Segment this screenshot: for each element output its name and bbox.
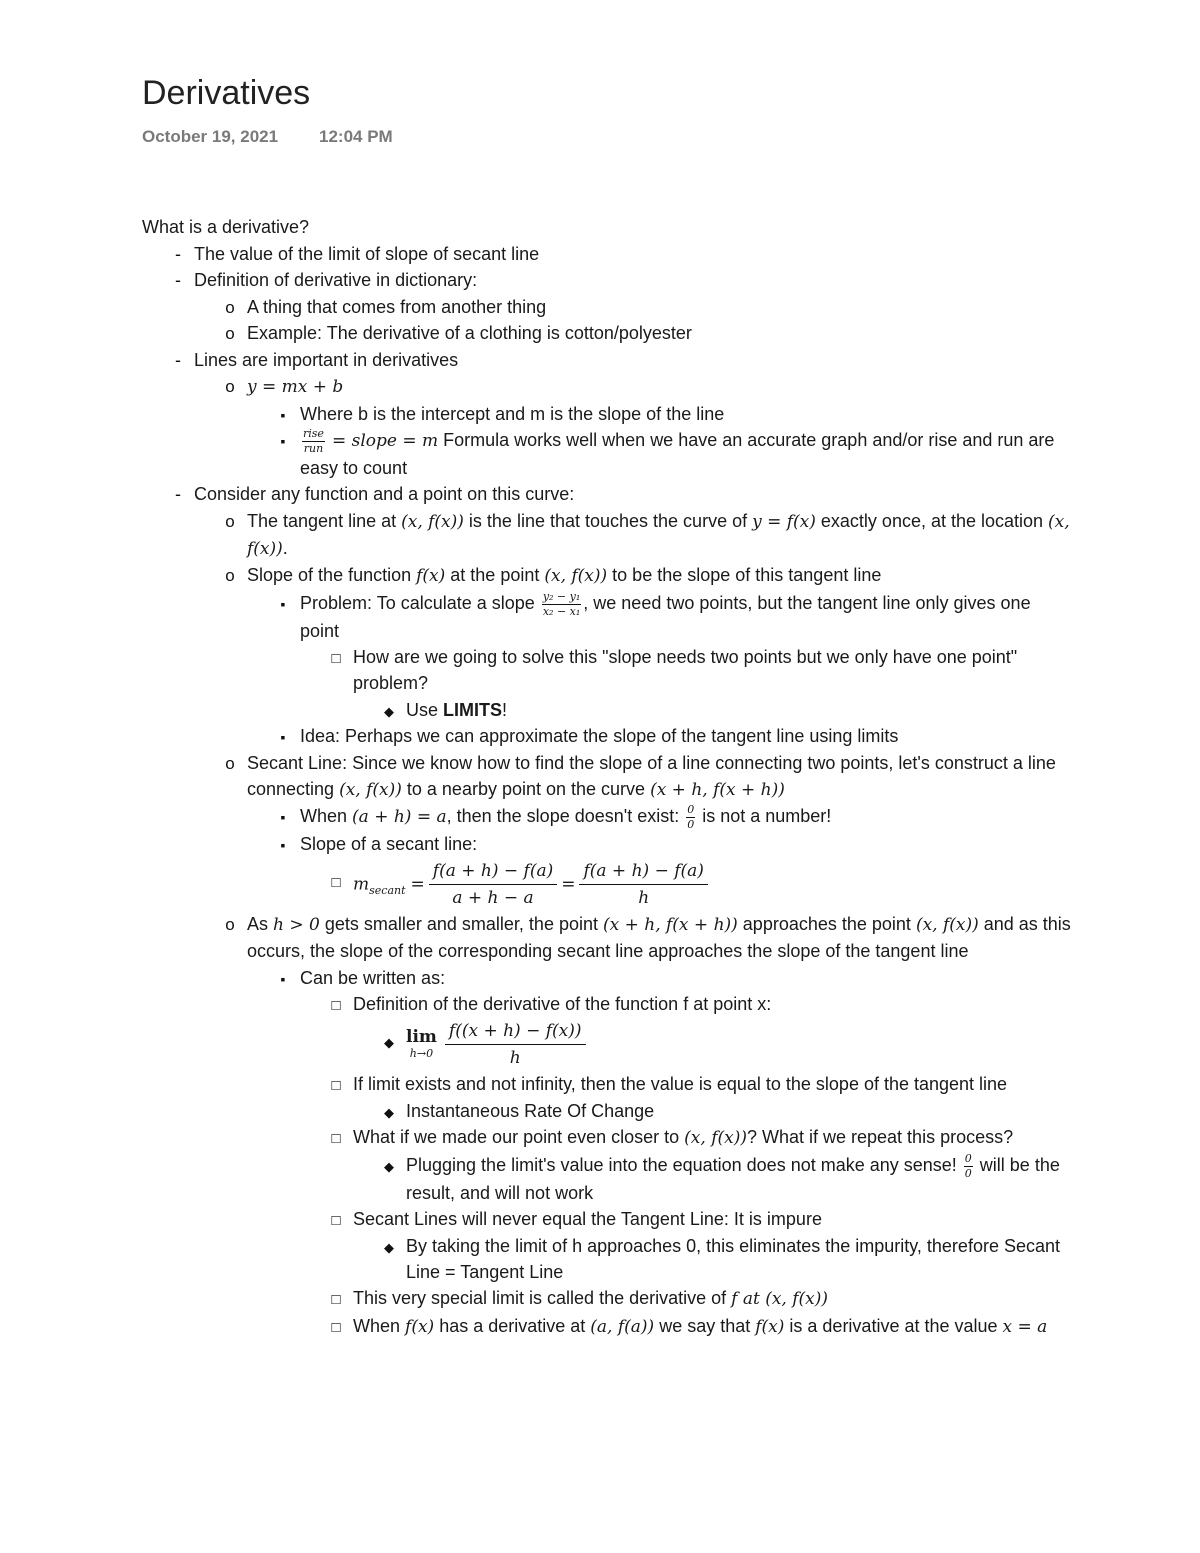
fraction-numerator: f(a + h) − f(a) (429, 858, 557, 885)
note-line (142, 1124, 1072, 1151)
note-text: Consider any function and a point on this curve: (194, 484, 575, 505)
note-line (142, 1018, 1072, 1071)
box-bullet-icon (328, 1285, 344, 1313)
fraction-denominator: h (509, 1047, 521, 1068)
limit-operator (406, 1027, 437, 1061)
note-text: Idea: Perhaps we can approximate the slope of the tangent line using limits (300, 726, 899, 746)
note-text: This very special limit is called the derivative of (353, 1288, 732, 1308)
math-expression: (x, f(x)) (401, 511, 464, 532)
math-expression: (x, f(x)) (339, 779, 402, 800)
note-line (142, 803, 1072, 831)
math-equation: y = mx + b (247, 377, 344, 397)
diamond-bullet-icon (381, 1152, 397, 1180)
note-text: The tangent line at (247, 510, 402, 531)
math-expression: (a + h) = a (352, 807, 447, 827)
note-text: ? What if we repeat this process? (746, 1127, 1014, 1148)
note-line (142, 427, 1072, 481)
note-text: is a derivative at the value (784, 1315, 1003, 1336)
math-expression: (x + h, f(x + h)) (650, 779, 785, 800)
note-text: , we need two points, but the tangent line only gives one point (300, 592, 1031, 641)
math-expression: (x, f(x)) (684, 1128, 747, 1149)
note-line (142, 1152, 1072, 1206)
math-expression: f(x) (405, 1316, 435, 1337)
fraction (579, 858, 707, 911)
note-body (142, 214, 1072, 1340)
note-line (142, 214, 1072, 240)
note-text: exactly once, at the location (815, 510, 1049, 531)
note-text: , then the slope doesn't exist: (446, 806, 685, 826)
note-text: Use (406, 699, 444, 720)
math-operator: = (410, 874, 425, 894)
note-text: has a derivative at (434, 1315, 591, 1336)
math-expression: x = a (1002, 1316, 1048, 1337)
box-bullet-icon (328, 644, 344, 672)
fraction-numerator: 0 (687, 802, 695, 816)
note-line (142, 858, 1072, 911)
note-line (142, 1233, 1072, 1285)
note-text: Formula works well when we have an accurate graph and/or rise and run are easy to count (300, 430, 1055, 478)
note-line (142, 1313, 1072, 1340)
note-text: Slope of the function (247, 565, 417, 586)
note-text: Where b is the intercept and m is the slope of the line (300, 403, 725, 424)
note-line (142, 911, 1072, 964)
fraction-numerator: 0 (964, 1151, 972, 1165)
note-line (142, 294, 1072, 320)
fraction (964, 1153, 973, 1180)
note-text: A thing that comes from another thing (247, 296, 547, 317)
circle-bullet-icon (222, 320, 238, 347)
math-expression: m (353, 874, 370, 894)
note-line (142, 373, 1072, 400)
note-text: at the point (445, 565, 545, 586)
note-text: The value of the limit of slope of secant line (194, 243, 540, 264)
note-text: Can be written as: (300, 967, 446, 988)
math-expression: (x, f(x)) (247, 511, 1070, 559)
note-line (142, 965, 1072, 991)
square-bullet-icon (275, 427, 291, 454)
note-line (142, 1071, 1072, 1097)
diamond-bullet-icon (381, 1233, 397, 1261)
math-expression: (x + h, f(x + h)) (602, 915, 738, 936)
fraction-numerator: f((x + h) − f(x)) (445, 1018, 586, 1045)
note-line (142, 347, 1072, 373)
note-line (142, 697, 1072, 723)
note-text: is not a number! (697, 806, 832, 826)
note-text: When (353, 1315, 406, 1336)
fraction-denominator: run (303, 441, 324, 455)
limit-subscript: h→0 (409, 1047, 434, 1061)
fraction-numerator: rise (303, 426, 324, 440)
fraction-denominator: a + h − a (452, 887, 534, 908)
note-line (142, 1285, 1072, 1312)
box-bullet-icon (328, 1071, 344, 1099)
note-text: Slope of a secant line: (300, 834, 478, 855)
note-text: Example: The derivative of a clothing is cotton/polyester (247, 323, 692, 343)
note-line (142, 267, 1072, 293)
note-text: to be the slope of this tangent line (607, 565, 882, 586)
dash-bullet-icon (170, 267, 186, 293)
note-text: gets smaller and smaller, the point (319, 914, 603, 935)
box-bullet-icon (328, 1206, 344, 1234)
math-expression: y = f(x) (752, 511, 816, 532)
note-line (142, 750, 1072, 803)
math-operator: = (561, 874, 576, 894)
math-subscript: secant (369, 883, 406, 897)
note-text: Definition of derivative in dictionary: (194, 270, 478, 290)
circle-bullet-icon (222, 562, 238, 589)
fraction-denominator: 0 (687, 817, 695, 831)
fraction (445, 1018, 586, 1071)
dash-bullet-icon (170, 481, 186, 507)
square-bullet-icon (275, 590, 291, 617)
square-bullet-icon (275, 401, 291, 428)
fraction-numerator: f(a + h) − f(a) (579, 858, 707, 885)
note-line (142, 481, 1072, 507)
note-line (142, 644, 1072, 696)
math-expression: h > 0 (273, 915, 320, 936)
note-text: Problem: To calculate a slope (300, 592, 540, 613)
note-line (142, 508, 1072, 562)
note-line (142, 241, 1072, 267)
note-line (142, 723, 1072, 749)
circle-bullet-icon (222, 508, 238, 535)
limit-symbol: lim (406, 1027, 437, 1048)
fraction (429, 858, 557, 911)
fraction-denominator: x₂ − x₁ (542, 604, 581, 618)
circle-bullet-icon (222, 750, 238, 777)
math-expression: f(x) (416, 566, 446, 587)
note-text: As (247, 914, 274, 935)
note-text: Lines are important in derivatives (194, 349, 459, 370)
square-bullet-icon (275, 723, 291, 750)
dash-bullet-icon (170, 241, 186, 267)
circle-bullet-icon (222, 373, 238, 400)
math-equation: = slope = m (331, 431, 439, 451)
note-line (142, 590, 1072, 644)
box-bullet-icon (328, 1124, 344, 1152)
square-bullet-icon (275, 965, 291, 992)
note-line (142, 320, 1072, 346)
note-line (142, 562, 1072, 589)
note-text: Definition of the derivative of the function f at point x: (353, 994, 772, 1015)
math-expression: (a, f(a)) (590, 1316, 655, 1337)
note-text: If limit exists and not infinity, then the value is equal to the slope of the tangent line (353, 1074, 1008, 1095)
diamond-bullet-icon (381, 697, 397, 725)
math-expression: f(x) (755, 1316, 785, 1337)
heading-question: What is a derivative? (142, 217, 310, 237)
fraction (542, 591, 581, 618)
fraction-denominator: 0 (964, 1166, 972, 1180)
diamond-bullet-icon (381, 1098, 397, 1126)
note-text: Secant Line: Since we know how to find the slope of a line connecting two points, let's construct a line connecting (247, 752, 1056, 799)
note-line (142, 991, 1072, 1017)
page-title: Derivatives (142, 74, 311, 112)
note-text: Secant Lines will never equal the Tangent Line: It is impure (353, 1209, 822, 1229)
emphasis-text: LIMITS (443, 699, 503, 720)
note-text: approaches the point (737, 914, 916, 935)
box-bullet-icon (328, 1313, 344, 1341)
square-bullet-icon (275, 831, 291, 858)
note-line (142, 1098, 1072, 1124)
note-text: Instantaneous Rate Of Change (406, 1100, 655, 1121)
note-text: By taking the limit of h approaches 0, this eliminates the impurity, therefore Secant Line = Tangent Line (406, 1235, 1060, 1282)
note-line (142, 401, 1072, 427)
math-expression: (x, f(x)) (544, 566, 608, 587)
note-text: to a nearby point on the curve (401, 778, 651, 799)
note-text: When (300, 806, 353, 826)
circle-bullet-icon (222, 294, 238, 321)
box-bullet-icon (328, 868, 344, 896)
note-text: How are we going to solve this "slope needs two points but we only have one point" problem? (353, 647, 1018, 693)
note-text: we say that (654, 1315, 756, 1336)
circle-bullet-icon (222, 911, 238, 938)
square-bullet-icon (275, 803, 291, 830)
fraction (686, 804, 695, 831)
fraction-numerator: y₂ − y₁ (542, 589, 581, 603)
dash-bullet-icon (170, 347, 186, 373)
note-date: October 19, 2021 (142, 127, 279, 146)
math-expression: f at (x, f(x)) (731, 1289, 829, 1309)
note-line (142, 1206, 1072, 1232)
box-bullet-icon (328, 991, 344, 1019)
note-text: Plugging the limit's value into the equation does not make any sense! (406, 1154, 962, 1175)
note-line (142, 831, 1072, 857)
note-text: and as this occurs, the slope of the corresponding secant line approaches the slope of the tangent line (247, 914, 1071, 962)
note-text: will be the result, and will not work (406, 1154, 1060, 1203)
fraction (302, 428, 325, 455)
note-text: . (282, 537, 288, 558)
math-expression: (x, f(x)) (915, 915, 979, 936)
note-text: What if we made our point even closer to (353, 1127, 685, 1148)
fraction-denominator: h (638, 887, 650, 908)
note-time: 12:04 PM (319, 127, 393, 146)
note-text: is the line that touches the curve of (463, 510, 753, 531)
diamond-bullet-icon (381, 1028, 397, 1056)
note-text: ! (502, 699, 508, 720)
